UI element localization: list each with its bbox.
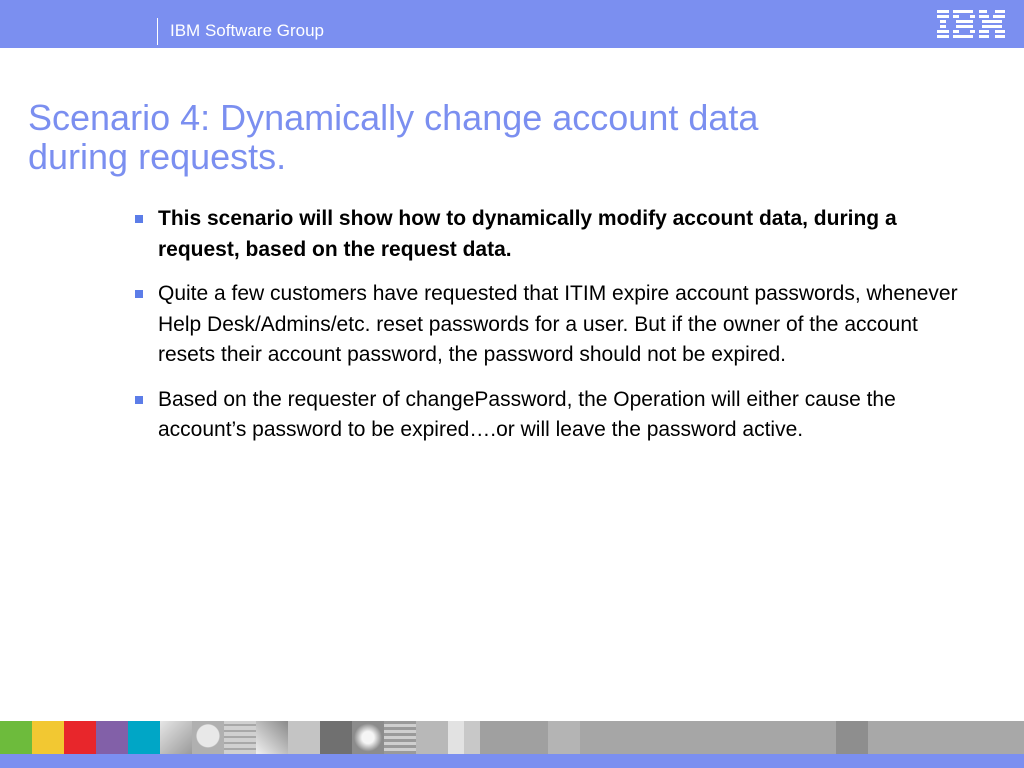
footer-photo-tile (224, 721, 256, 754)
footer-strip (128, 721, 160, 754)
header-bar (0, 0, 1024, 48)
bullet-item (133, 279, 963, 371)
ibm-logo (935, 8, 1007, 40)
footer-strip (32, 721, 64, 754)
bullet-item (133, 385, 963, 446)
square-bullet-icon (135, 290, 143, 298)
footer-strip (448, 721, 480, 754)
footer-strip (320, 721, 352, 754)
bullet-text: Quite a few customers have requested that ITIM expire account passwords, whenever Help Desk/Admins/etc. reset passwords for a user. But if the owner of the account resets their account password, the password should not be expired. (158, 282, 958, 366)
footer-strip (416, 721, 448, 754)
footer-strip (96, 721, 128, 754)
bullet-text: This scenario will show how to dynamically modify account data, during a request, based on the request data. (158, 207, 897, 261)
bullet-list (133, 204, 963, 460)
bullet-item (133, 204, 963, 265)
slide-title-line-2: during requests. (28, 136, 287, 177)
bullet-text: Based on the requester of changePassword, the Operation will either cause the account’s password to be expired….or will leave the password active. (158, 387, 896, 441)
header-separator (157, 18, 158, 45)
footer-band (0, 721, 1024, 768)
footer-strip (0, 721, 32, 754)
footer-strip (548, 721, 580, 754)
footer-strip (64, 721, 96, 754)
footer-bottom-band (0, 754, 1024, 768)
footer-photo-tile (352, 721, 384, 754)
footer-strip (480, 721, 548, 754)
footer-strip (288, 721, 320, 754)
footer-circle-tile (192, 721, 224, 754)
slide-title (28, 98, 908, 176)
footer-strip (836, 721, 868, 754)
slide-title-line-1: Scenario 4: Dynamically change account data (28, 97, 759, 138)
footer-photo-tile (160, 721, 192, 754)
footer-strip (580, 721, 836, 754)
square-bullet-icon (135, 396, 143, 404)
footer-strip (868, 721, 1024, 754)
group-label: IBM Software Group (170, 21, 325, 40)
footer-photo-tile (256, 721, 288, 754)
square-bullet-icon (135, 215, 143, 223)
footer-photo-tile (384, 721, 416, 754)
